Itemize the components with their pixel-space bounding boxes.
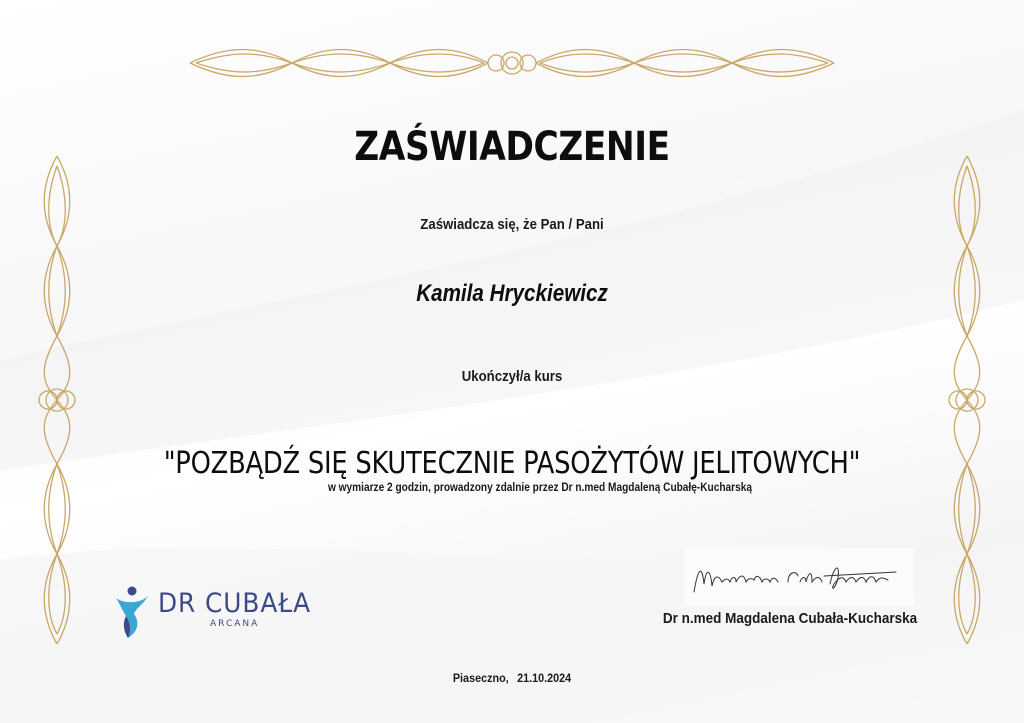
signature-scribble-icon [684,548,914,606]
course-title: "POZBĄDŹ SIĘ SKUTECZNIE PASOŻYTÓW JELITOWYCH" [163,446,861,481]
completed-course-label: Ukończył/a kurs [461,368,563,385]
handwritten-signature [684,548,914,606]
place-and-date [51,671,973,685]
date: 21.10.2024 [517,671,572,685]
course-details: w wymiarze 2 godzin, prowadzony zdalnie przez Dr n.med Magdaleną Cubałę-Kucharską [327,482,752,494]
person-figure-icon [114,584,150,640]
bottom-ornament [188,716,836,723]
signature-block [640,548,940,638]
signer-name: Dr n.med Magdalena Cubała-Kucharska [662,610,918,627]
certificate-title: ZAŚWIADCZENIE [354,124,670,170]
dr-cubala-logo [114,584,324,642]
top-ornament [188,40,836,86]
place: Piaseczno, [452,671,509,685]
logo-name: DR CUBAŁA [158,588,312,619]
intro-text: Zaświadcza się, że Pan / Pani [420,216,604,233]
recipient-name: Kamila Hryckiewicz [416,280,608,307]
logo-subtitle: ARCANA [210,619,260,629]
